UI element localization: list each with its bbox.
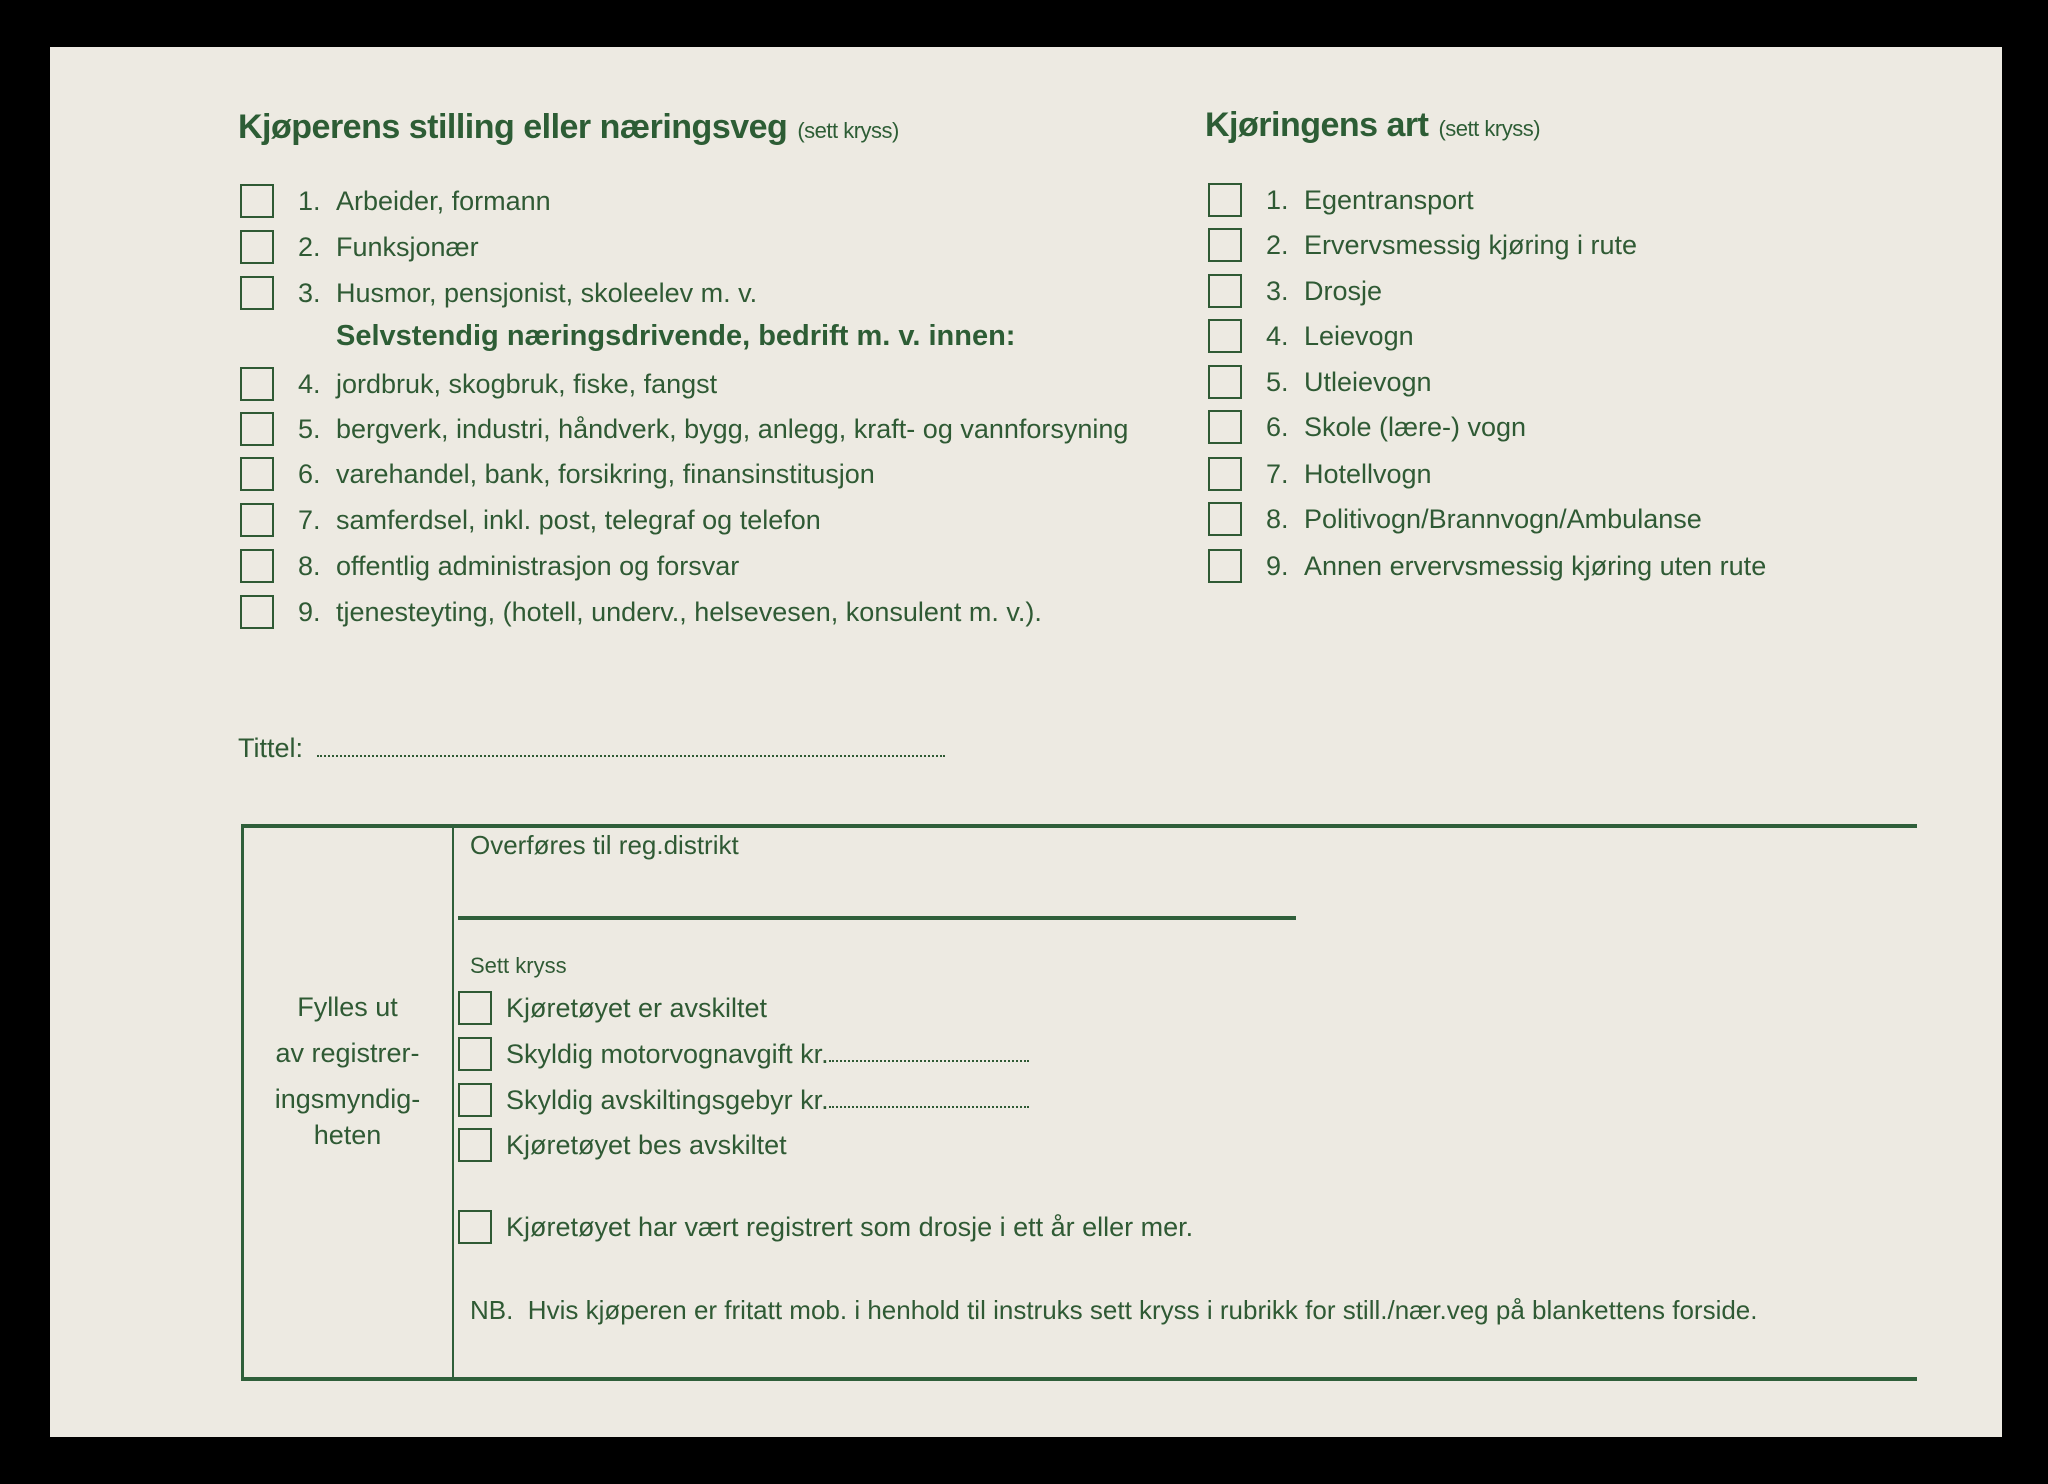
- option-label: Egentransport: [1304, 184, 1474, 215]
- option-number: 2.: [298, 231, 321, 262]
- option-number: 2.: [1266, 229, 1289, 260]
- self-employed-subheading: Selvstendig næringsdrivende, bedrift m. v. innen:: [336, 320, 1016, 352]
- option-number: 1.: [298, 185, 321, 216]
- checkbox[interactable]: [240, 549, 274, 583]
- occupation-option-6: [240, 454, 875, 494]
- option-label: Kjøretøyet bes avskiltet: [506, 1129, 787, 1160]
- option-number: 3.: [298, 277, 321, 308]
- driving-type-heading: [1205, 106, 1540, 145]
- option-label: Funksjonær: [336, 231, 479, 262]
- occupation-option-3: [240, 273, 757, 313]
- registry-option-request-deregistration: [458, 1125, 787, 1165]
- option-number: 6.: [1266, 411, 1289, 442]
- registry-option-deregistration-fee: [458, 1080, 1029, 1120]
- option-number: 3.: [1266, 275, 1289, 306]
- heading-text: Kjøringens art: [1205, 106, 1429, 144]
- option-label: Politivogn/Brannvogn/Ambulanse: [1304, 503, 1702, 534]
- option-number: 6.: [298, 458, 321, 489]
- option-number: 1.: [1266, 184, 1289, 215]
- option-label: Annen ervervsmessig kjøring uten rute: [1304, 550, 1767, 581]
- checkbox[interactable]: [1208, 319, 1242, 353]
- checkbox[interactable]: [240, 412, 274, 446]
- driving-type-option-7: [1208, 454, 1432, 494]
- option-label: Kjøretøyet er avskiltet: [506, 992, 768, 1023]
- checkbox[interactable]: [1208, 549, 1242, 583]
- occupation-option-5: [240, 409, 1128, 449]
- checkbox[interactable]: [240, 457, 274, 491]
- option-number: 9.: [298, 596, 321, 627]
- driving-type-option-5: [1208, 362, 1432, 402]
- option-number: 8.: [1266, 503, 1289, 534]
- option-number: 7.: [1266, 458, 1289, 489]
- heading-hint: (sett kryss): [1438, 116, 1541, 141]
- transfer-district-label: Overføres til reg.distrikt: [470, 830, 739, 860]
- buyer-occupation-heading: [238, 108, 899, 147]
- box-bottom-border: [242, 1377, 1917, 1381]
- occupation-option-1: [240, 181, 551, 221]
- checkbox[interactable]: [240, 276, 274, 310]
- checkbox[interactable]: [1208, 274, 1242, 308]
- checkbox[interactable]: [1208, 502, 1242, 536]
- option-number: 8.: [298, 550, 321, 581]
- checkbox[interactable]: [1208, 365, 1242, 399]
- checkbox[interactable]: [458, 991, 492, 1025]
- checkbox[interactable]: [1208, 228, 1242, 262]
- driving-type-option-9: [1208, 546, 1766, 586]
- checkbox[interactable]: [458, 1128, 492, 1162]
- option-label: Utleievogn: [1304, 366, 1432, 397]
- option-number: 7.: [298, 504, 321, 535]
- checkbox[interactable]: [240, 230, 274, 264]
- option-label: Skole (lære-) vogn: [1304, 411, 1527, 442]
- option-label: Husmor, pensjonist, skoleelev m. v.: [336, 277, 758, 308]
- checkbox[interactable]: [1208, 457, 1242, 491]
- option-label: Hotellvogn: [1304, 458, 1432, 489]
- side-label-line-4: heten: [313, 1120, 382, 1150]
- box-top-border: [242, 824, 1917, 828]
- amount-dotted-line[interactable]: [829, 1060, 1029, 1062]
- registry-option-deregistered: [458, 988, 767, 1028]
- driving-type-option-3: [1208, 271, 1382, 311]
- option-label: Drosje: [1304, 275, 1383, 306]
- option-label: bergverk, industri, håndverk, bygg, anlegg, kraft- og vannforsyning: [336, 413, 1129, 444]
- occupation-option-9: [240, 592, 1042, 632]
- side-label-line-1: Fylles ut: [297, 992, 398, 1022]
- option-label: Kjøretøyet har vært registrert som drosje i ett år eller mer.: [506, 1211, 1194, 1242]
- option-label: jordbruk, skogbruk, fiske, fangst: [336, 368, 718, 399]
- option-number: 4.: [1266, 320, 1289, 351]
- checkbox[interactable]: [240, 595, 274, 629]
- occupation-option-2: [240, 227, 479, 267]
- title-field[interactable]: [238, 733, 945, 764]
- occupation-option-7: [240, 500, 821, 540]
- checkbox[interactable]: [240, 184, 274, 218]
- option-label: tjenesteyting, (hotell, underv., helsevesen, konsulent m. v.).: [336, 596, 1042, 627]
- occupation-option-4: [240, 364, 717, 404]
- option-number: 9.: [1266, 550, 1289, 581]
- amount-dotted-line[interactable]: [829, 1106, 1029, 1108]
- side-label-line-2: av registrer-: [275, 1038, 420, 1068]
- checkbox[interactable]: [1208, 183, 1242, 217]
- checkbox[interactable]: [458, 1083, 492, 1117]
- checkbox[interactable]: [458, 1037, 492, 1071]
- driving-type-option-1: [1208, 180, 1474, 220]
- driving-type-option-6: [1208, 407, 1526, 447]
- option-label: Ervervsmessig kjøring i rute: [1304, 229, 1638, 260]
- registry-option-taxi-one-year: [458, 1207, 1193, 1247]
- checkbox[interactable]: [240, 367, 274, 401]
- option-number: 5.: [1266, 366, 1289, 397]
- sett-kryss-label: Sett kryss: [470, 953, 567, 978]
- nb-note: NB. Hvis kjøperen er fritatt mob. i henhold til instruks sett kryss i rubrikk for still./nær.veg på blankettens forside.: [470, 1295, 1758, 1325]
- checkbox[interactable]: [240, 503, 274, 537]
- title-label: Tittel:: [238, 733, 304, 763]
- option-label: Skyldig motorvognavgift kr.: [506, 1038, 829, 1069]
- option-label: offentlig administrasjon og forsvar: [336, 550, 740, 581]
- side-label-line-3: ingsmyndig-: [274, 1084, 421, 1114]
- option-label: Skyldig avskiltingsgebyr kr.: [506, 1084, 829, 1115]
- option-number: 4.: [298, 368, 321, 399]
- occupation-option-8: [240, 546, 739, 586]
- driving-type-option-8: [1208, 499, 1702, 539]
- driving-type-option-2: [1208, 225, 1637, 265]
- heading-hint: (sett kryss): [797, 118, 899, 143]
- option-label: samferdsel, inkl. post, telegraf og telefon: [336, 504, 821, 535]
- checkbox[interactable]: [458, 1210, 492, 1244]
- driving-type-option-4: [1208, 316, 1414, 356]
- title-dotted-line[interactable]: [317, 755, 945, 757]
- registry-option-vehicle-tax: [458, 1034, 1029, 1074]
- option-label: varehandel, bank, forsikring, finansinstitusjon: [336, 458, 875, 489]
- heading-text: Kjøperens stilling eller næringsveg: [238, 108, 788, 146]
- option-label: Leievogn: [1304, 320, 1414, 351]
- option-number: 5.: [298, 413, 321, 444]
- transfer-district-line[interactable]: [458, 916, 1296, 920]
- checkbox[interactable]: [1208, 410, 1242, 444]
- option-label: Arbeider, formann: [336, 185, 551, 216]
